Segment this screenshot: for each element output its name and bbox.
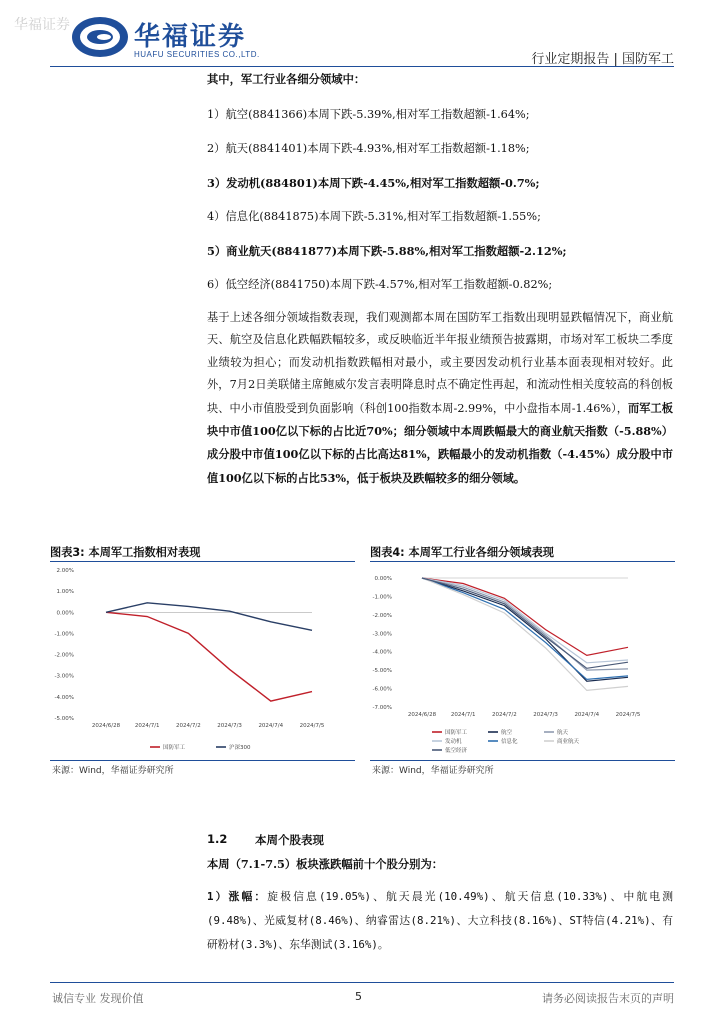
logo-emblem-icon bbox=[70, 12, 130, 62]
series-line-商业航天 bbox=[422, 578, 628, 690]
x-tick-label: 2024/7/1 bbox=[450, 712, 476, 718]
legend-label: 低空经济 bbox=[445, 748, 468, 754]
x-tick-label: 2024/7/5 bbox=[615, 712, 641, 718]
y-tick-label: 0.00% bbox=[374, 576, 392, 582]
logo-cn: 华福证券 bbox=[134, 22, 247, 52]
x-tick-label: 2024/6/28 bbox=[91, 723, 121, 729]
chart-fig4 bbox=[370, 564, 675, 760]
x-tick-label: 2024/7/2 bbox=[176, 723, 201, 729]
series-line-航空 bbox=[422, 578, 628, 681]
x-tick-label: 2024/7/3 bbox=[533, 712, 558, 718]
analysis-paragraph bbox=[207, 307, 673, 490]
legend-label: 国防军工 bbox=[445, 730, 468, 736]
logo-en: HUAFU SECURITIES CO.,LTD. bbox=[134, 50, 260, 59]
item-6: 6）低空经济(8841750)本周下跌-4.57%,相对军工指数超额-0.82%; bbox=[207, 278, 553, 291]
series-line-低空经济 bbox=[422, 578, 628, 668]
x-tick-label: 2024/7/3 bbox=[217, 723, 242, 729]
y-tick-label: -3.00% bbox=[372, 631, 392, 638]
analysis-bold: 而军工板块中市值100亿以下标的占比近70%；细分领域中本周跌幅最大的商业航天指数（-5.88%）成分股中市值100亿以下标的占比高达81%，跌幅最小的发动机指数（-4.45%）成分股中市值100亿以下标的占比53%，低于板块及跌幅较多的细分领域。 bbox=[207, 400, 673, 485]
y-tick-label: 2.00% bbox=[56, 568, 74, 574]
y-tick-label: -2.00% bbox=[54, 652, 74, 659]
legend-label: 航天 bbox=[557, 730, 569, 736]
series-line-沪深300 bbox=[106, 603, 312, 631]
header-divider bbox=[50, 66, 674, 67]
y-tick-label: -5.00% bbox=[54, 716, 74, 722]
y-tick-label: -4.00% bbox=[372, 649, 392, 656]
gainers-text: 旋极信息(19.05%)、航天晨光(10.49%)、航天信息(10.33%)、中航电测(9.48%)、光威复材(8.46%)、纳睿雷达(8.21%)、大立科技(8.16%)、ST特信(4.21%)、有研粉材(3.3%)、东华测试(3.16%)。 bbox=[207, 890, 673, 951]
y-tick-label: -1.00% bbox=[54, 631, 74, 638]
chart-fig3 bbox=[50, 564, 355, 760]
series-line-信息化 bbox=[422, 578, 628, 679]
section-number: 1.2 bbox=[207, 832, 228, 846]
y-tick-label: -1.00% bbox=[372, 594, 392, 601]
item-3: 3）发动机(884801)本周下跌-4.45%,相对军工指数超额-0.7%; bbox=[207, 176, 540, 190]
legend-label: 沪深300 bbox=[229, 745, 251, 751]
series-line-国防军工 bbox=[106, 612, 312, 701]
footer-divider bbox=[50, 982, 674, 983]
gainers-paragraph bbox=[207, 885, 673, 957]
company-logo bbox=[70, 12, 300, 64]
figure4-title: 图表4: 本周军工行业各细分领域表现 bbox=[370, 546, 554, 559]
footer-disclaimer: 请务必阅读报告末页的声明 bbox=[542, 992, 674, 1005]
week-intro: 本周（7.1-7.5）板块涨跌幅前十个股分别为： bbox=[207, 857, 444, 871]
y-tick-label: -3.00% bbox=[54, 673, 74, 680]
x-tick-label: 2024/7/1 bbox=[134, 723, 160, 729]
series-line-航天 bbox=[422, 578, 628, 670]
x-tick-label: 2024/7/4 bbox=[574, 712, 600, 718]
x-tick-label: 2024/7/4 bbox=[258, 723, 284, 729]
y-tick-label: 1.00% bbox=[56, 589, 74, 596]
legend-label: 商业航天 bbox=[557, 739, 580, 745]
legend-label: 信息化 bbox=[501, 739, 518, 745]
y-tick-label: -4.00% bbox=[54, 694, 74, 701]
item-4: 4）信息化(8841875)本周下跌-5.31%,相对军工指数超额-1.55%; bbox=[207, 210, 541, 223]
analysis-normal: 基于上述各细分领域指数表现，我们观测都本周在国防军工指数出现明显跌幅情况下，商业航天、航空及信息化跌幅跌幅较多，或反映临近半年报业绩预告披露期，市场对军工板块二季度业绩较为担心；而发动机指数跌幅相对最小，或主要因发动机行业基本面表现相对较好。此外，7月2日美联储主席鲍威尔发言表明降息时点不确定性再起，和流动性相关度较高的科创板块、中小市值股受到负面影响（科创100指数本周-2.99%，中小盘指本周-1.46%）， bbox=[207, 311, 673, 415]
x-tick-label: 2024/7/2 bbox=[492, 712, 517, 718]
legend-label: 航空 bbox=[501, 730, 513, 736]
item-5: 5）商业航天(8841877)本周下跌-5.88%,相对军工指数超额-2.12%; bbox=[207, 244, 567, 258]
legend-label: 发动机 bbox=[445, 739, 462, 745]
item-1: 1）航空(8841366)本周下跌-5.39%,相对军工指数超额-1.64%; bbox=[207, 108, 530, 121]
legend-label: 国防军工 bbox=[163, 745, 186, 751]
footer-slogan: 诚信专业 发现价值 bbox=[52, 992, 144, 1005]
report-type: 行业定期报告 | 国防军工 bbox=[531, 52, 674, 67]
figure3-source: 来源：Wind，华福证券研究所 bbox=[52, 766, 174, 776]
figure3-title: 图表3: 本周军工指数相对表现 bbox=[50, 546, 201, 559]
section-title: 本周个股表现 bbox=[255, 833, 324, 847]
y-tick-label: -5.00% bbox=[372, 668, 392, 675]
page-number: 5 bbox=[355, 990, 362, 1003]
x-tick-label: 2024/7/5 bbox=[299, 723, 325, 729]
y-tick-label: 0.00% bbox=[56, 610, 74, 617]
gainers-label: 1）涨幅： bbox=[207, 890, 268, 903]
figure4-title-rule bbox=[370, 561, 675, 562]
x-tick-label: 2024/6/28 bbox=[407, 712, 437, 718]
y-tick-label: -6.00% bbox=[372, 686, 392, 693]
item-2: 2）航天(8841401)本周下跌-4.93%,相对军工指数超额-1.18%; bbox=[207, 142, 530, 155]
y-tick-label: -7.00% bbox=[372, 705, 392, 711]
figure3-source-rule bbox=[50, 760, 355, 761]
figure4-source: 来源：Wind，华福证券研究所 bbox=[372, 766, 494, 776]
figure3-title-rule bbox=[50, 561, 355, 562]
intro-line: 其中，军工行业各细分领域中： bbox=[207, 72, 366, 86]
watermark: 华福证券 bbox=[14, 17, 70, 33]
figure4-source-rule bbox=[370, 760, 675, 761]
y-tick-label: -2.00% bbox=[372, 612, 392, 619]
